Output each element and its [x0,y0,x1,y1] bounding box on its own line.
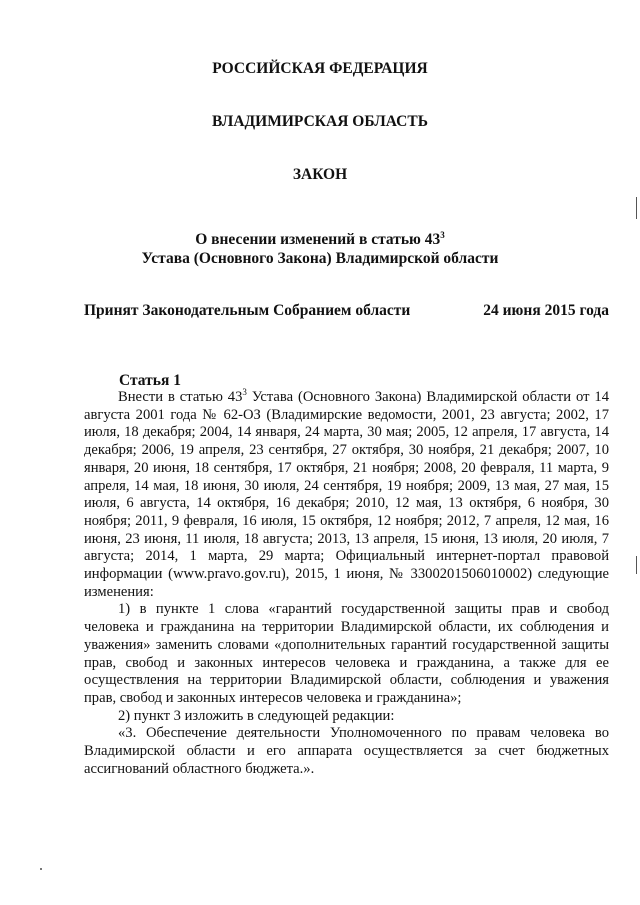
amendment-item-3: «3. Обеспечение деятельности Уполномоченного по правам человека во Владимирской области и его аппарата осуществляется за счет бюджетных ассигнований областного бюджета.». [84,725,609,777]
intro-superscript: 3 [242,387,247,398]
article-superscript: 3 [440,229,445,240]
intro-prefix: Внести в статью 43 [118,389,243,405]
adoption-date: 24 июня 2015 года [483,302,609,319]
scan-edge-mark [636,556,637,574]
law-title-line-2: Устава (Основного Закона) Владимирской области [141,250,499,267]
law-title-text: О внесении изменений в статью 43 [195,231,441,248]
adopted-by: Принят Законодательным Собранием области [84,302,411,319]
law-title-line-1 [0,231,640,249]
scan-dust-dot [40,868,42,870]
region-heading: ВЛАДИМИРСКАЯ ОБЛАСТЬ [212,113,428,130]
country-heading: РОССИЙСКАЯ ФЕДЕРАЦИЯ [212,60,428,77]
article-intro-paragraph [84,389,609,601]
amendment-item-2: 2) пункт 3 изложить в следующей редакции: [118,707,395,724]
intro-rest: Устава (Основного Закона) Владимирской области от 14 августа 2001 года № 62-ОЗ (Владимирские ведомости, 2001, 23 августа; 2002, 17 июля, 18 декабря; 2004, 14 января, 24 марта, 30 мая; 2005, 12 апреля, 17 августа, 14 декабря; 2006, 19 апреля, 23 сентября, 27 октября, 30 ноября, 21 декабря; 2007, 10 января, 20 июня, 18 сентября, 17 октября, 21 ноября; 2008, 20 февраля, 11 марта, 9 апреля, 14 мая, 18 июня, 30 июля, 24 сентября, 19 ноября; 2009, 13 мая, 27 мая, 15 июля, 6 августа, 14 октября, 16 декабря; 2010, 12 мая, 13 октября, 6 ноября, 30 ноября; 2011, 9 февраля, 16 июля, 15 октября, 12 ноября; 2012, 7 апреля, 12 мая, 16 июня, 23 июня, 11 июля, 18 августа; 2013, 13 апреля, 15 июня, 13 июля, 20 июля, 7 августа; 2014, 1 марта, 29 марта; Официальный интернет-портал правовой информации (www.pravo.gov.ru), 2015, 1 июня, № 3300201506010002) следующие изменения: [84,389,609,600]
scan-edge-mark [636,197,637,219]
article-body [84,389,609,778]
adoption-line [84,302,609,320]
article-heading: Статья 1 [119,372,181,389]
document-type-heading: ЗАКОН [292,166,348,183]
amendment-item-1: 1) в пункте 1 слова «гарантий государственной защиты прав и свобод человека и гражданина на территории Владимирской области, их соблюдения и уважения» заменить словами «дополнительных гарантий государственной защиты прав, свобод и законных интересов человека и гражданина, а также для ее осуществления на территории Владимирской области, соблюдения и уважения прав, свобод и законных интересов человека и гражданина»; [84,601,609,706]
